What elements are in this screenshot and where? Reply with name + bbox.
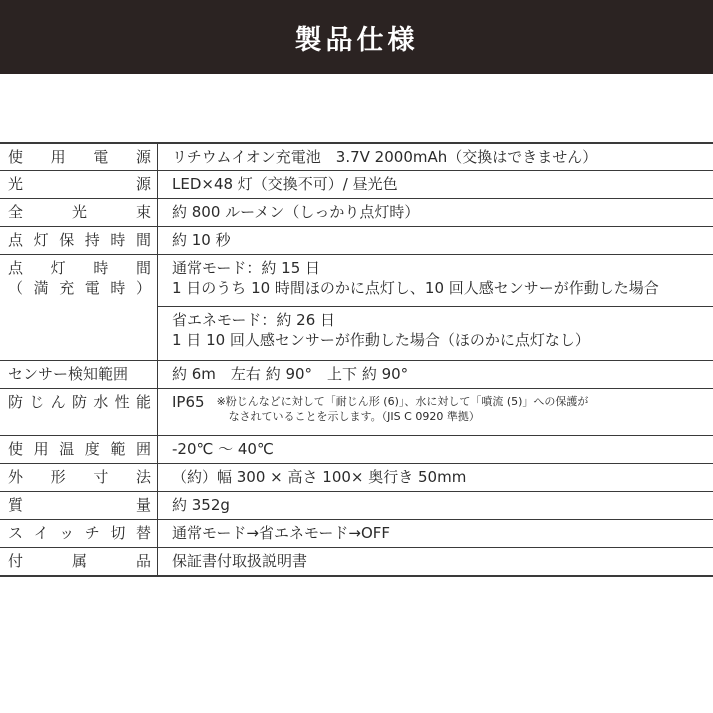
label-line <box>8 174 151 194</box>
label-char: 形 <box>50 468 66 486</box>
ip-rating <box>172 392 713 424</box>
label-char: 束 <box>135 203 151 221</box>
eco-mode-block <box>158 306 713 356</box>
spec-label <box>0 548 158 575</box>
spec-label <box>0 520 158 547</box>
label-char: 属 <box>71 552 87 570</box>
spec-value: 約 352g <box>172 496 230 514</box>
label-char: 充 <box>59 279 75 297</box>
label-char: 防 <box>71 393 87 411</box>
label-char: 持 <box>84 231 100 249</box>
label-char: 保 <box>59 231 75 249</box>
spec-label <box>0 436 158 463</box>
label-char: 能 <box>135 393 151 411</box>
label-line <box>8 467 151 487</box>
label-char: 使 <box>8 148 24 166</box>
label-char: 品 <box>135 552 151 570</box>
label-char: 質 <box>8 496 24 514</box>
label-line <box>8 364 151 384</box>
eco-mode-title: 省エネモード：約 26 日 <box>172 311 336 329</box>
spec-value: 保証書付取扱説明書 <box>172 552 308 570</box>
label-char: 用 <box>50 148 66 166</box>
label-char: 電 <box>84 279 100 297</box>
label-char: 灯 <box>50 259 66 277</box>
label-char: 性 <box>114 393 130 411</box>
spec-label <box>0 144 158 170</box>
label-char: 付 <box>8 552 24 570</box>
label-char: チ <box>84 524 100 542</box>
label-char: 源 <box>135 148 151 166</box>
label-line <box>8 495 151 515</box>
ip-code: IP65 <box>172 393 205 411</box>
normal-mode-title: 通常モード：約 15 日 <box>172 259 321 277</box>
label-char: 水 <box>93 393 109 411</box>
page-header <box>0 0 713 74</box>
spec-value: 通常モード→省エネモード→OFF <box>172 524 391 542</box>
label-char: イ <box>33 524 49 542</box>
eco-mode-detail: 1 日 10 回人感センサーが作動した場合（ほのかに点灯なし） <box>172 331 590 349</box>
spec-row-sensor-range <box>0 361 713 389</box>
label-char: （ <box>8 279 24 297</box>
label-char: じ <box>29 393 45 411</box>
label-char: 光 <box>71 203 87 221</box>
label-line <box>8 551 151 571</box>
spec-row-lumens <box>0 199 713 227</box>
label-line <box>8 147 151 167</box>
spec-row-dimensions <box>0 464 713 492</box>
normal-mode-block <box>158 258 713 304</box>
label-char: 切 <box>110 524 126 542</box>
spec-row-weight <box>0 492 713 520</box>
label-char: 温 <box>59 440 75 458</box>
label-char: 光 <box>8 175 24 193</box>
spec-value <box>158 389 713 435</box>
normal-mode-detail: 1 日のうち 10 時間ほのかに点灯し、10 回人感センサーが作動した場合 <box>172 279 659 297</box>
label-char: ） <box>135 279 151 297</box>
label-char: 外 <box>8 468 24 486</box>
label-char: 用 <box>33 440 49 458</box>
label-line <box>8 258 151 278</box>
label-char: 量 <box>135 496 151 514</box>
label-line <box>8 278 151 298</box>
spec-label <box>0 464 158 491</box>
label-char: 全 <box>8 203 24 221</box>
spec-value: 約 10 秒 <box>172 231 231 249</box>
spec-value: （約）幅 300 × 高さ 100× 奥行き 50mm <box>172 468 467 486</box>
label-char: 点 <box>8 259 24 277</box>
spec-value: -20℃ 〜 40℃ <box>172 440 274 458</box>
label-char: 間 <box>135 259 151 277</box>
label-char: ス <box>8 524 24 542</box>
label-char: 法 <box>135 468 151 486</box>
label-char: 灯 <box>33 231 49 249</box>
spec-row-light-source <box>0 171 713 199</box>
spec-row-waterproof <box>0 389 713 436</box>
spec-row-accessories <box>0 548 713 575</box>
spec-label <box>0 389 158 435</box>
label-char: 度 <box>84 440 100 458</box>
spec-row-power <box>0 144 713 171</box>
spec-label <box>0 227 158 254</box>
label-char: 源 <box>135 175 151 193</box>
label-char: 点 <box>8 231 24 249</box>
label-char: 満 <box>33 279 49 297</box>
label-char: 時 <box>93 259 109 277</box>
spec-value: 約 6m 左右 約 90° 上下 約 90° <box>172 365 409 383</box>
label-line <box>8 392 151 412</box>
spec-row-hold-time <box>0 227 713 255</box>
page-title: 製品仕様 <box>294 24 419 56</box>
label-text: センサー検知範囲 <box>8 365 129 383</box>
label-char: 囲 <box>135 440 151 458</box>
label-char: 間 <box>135 231 151 249</box>
spec-label <box>0 361 158 388</box>
spec-row-switch <box>0 520 713 548</box>
label-char: 防 <box>8 393 24 411</box>
spec-label <box>0 492 158 519</box>
spec-label <box>0 199 158 226</box>
label-char: 電 <box>93 148 109 166</box>
label-char: 寸 <box>93 468 109 486</box>
label-char: ッ <box>59 524 75 542</box>
label-char: 範 <box>110 440 126 458</box>
label-line <box>8 439 151 459</box>
spec-value: 約 800 ルーメン（しっかり点灯時） <box>172 203 420 221</box>
label-char: 時 <box>110 279 126 297</box>
ip-note <box>217 392 589 424</box>
label-char: 時 <box>110 231 126 249</box>
label-char: 替 <box>135 524 151 542</box>
spec-label <box>0 171 158 198</box>
label-line <box>8 202 151 222</box>
spec-row-run-time <box>0 255 713 361</box>
spec-value <box>158 255 713 360</box>
spec-table <box>0 142 713 577</box>
spec-row-temperature <box>0 436 713 464</box>
ip-note-line: なされていることを示します。（JIS C 0920 準拠） <box>228 410 480 423</box>
label-line <box>8 230 151 250</box>
spec-value: LED×48 灯（交換不可）/ 昼光色 <box>172 175 398 193</box>
label-char: ん <box>50 393 66 411</box>
label-char: 使 <box>8 440 24 458</box>
label-line <box>8 523 151 543</box>
spec-value: リチウムイオン充電池 3.7V 2000mAh（交換はできません） <box>172 148 598 166</box>
spec-label <box>0 255 158 360</box>
ip-note-line: ※粉じんなどに対して「耐じん形 (6)」、水に対して「噴流 (5)」への保護が <box>216 395 589 408</box>
